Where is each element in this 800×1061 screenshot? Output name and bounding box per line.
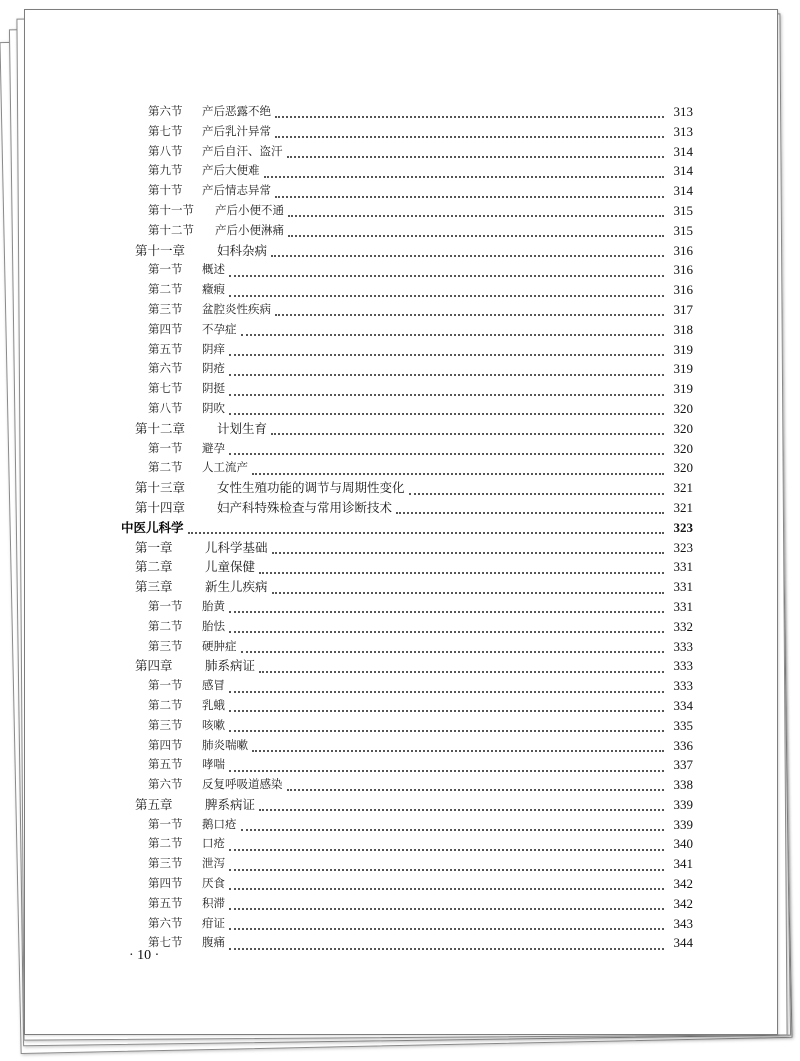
toc-entry-section [25, 221, 693, 241]
entry-number: 第十一章 [135, 242, 186, 258]
toc-entry-chapter [25, 538, 693, 558]
leader-dots [275, 195, 664, 198]
leader-dots [275, 313, 664, 316]
entry-page-number: 319 [673, 381, 693, 397]
entry-title: 产后小便淋痛 [215, 222, 284, 237]
leader-dots [229, 393, 664, 396]
entry-number: 第二节 [148, 282, 183, 297]
toc-entry-section [25, 775, 693, 795]
leader-dots [271, 432, 664, 435]
entry-number: 第一节 [148, 440, 183, 455]
entry-title: 厌食 [202, 876, 225, 891]
entry-number: 第六节 [148, 777, 183, 792]
toc-entry-section [25, 874, 693, 894]
toc-entry-section [25, 122, 693, 142]
leader-dots [396, 511, 664, 514]
entry-number: 第六节 [148, 104, 183, 118]
toc-entry-section [25, 260, 693, 280]
entry-page-number: 323 [673, 539, 693, 555]
entry-title: 积滞 [202, 895, 225, 910]
toc-entry-section [25, 359, 693, 379]
entry-title: 中医儿科学 [121, 519, 184, 535]
leader-dots [409, 492, 664, 495]
entry-page-number: 320 [673, 420, 693, 436]
leader-dots [241, 828, 665, 831]
entry-number: 第六节 [148, 915, 183, 930]
entry-number: 第二节 [148, 618, 183, 633]
leader-dots [229, 452, 664, 455]
entry-number: 第三节 [148, 301, 183, 316]
entry-number: 第一节 [148, 598, 183, 613]
entry-title: 阴挺 [202, 381, 225, 396]
toc-entry-section [25, 914, 693, 934]
entry-title: 腹痛 [202, 935, 225, 950]
entry-title: 乳蛾 [202, 697, 225, 712]
entry-page-number: 323 [673, 519, 693, 535]
toc-entry-section [25, 280, 693, 300]
entry-number: 第三章 [135, 579, 173, 595]
entry-page-number: 316 [673, 262, 693, 278]
toc-entry-section [25, 142, 693, 162]
toc-entry-section [25, 637, 693, 657]
entry-title: 肺炎喘嗽 [202, 737, 248, 752]
toc-entry-section [25, 597, 693, 617]
entry-title: 产后情志异常 [202, 183, 271, 198]
entry-page-number: 320 [673, 460, 693, 476]
leader-dots [229, 769, 664, 772]
entry-title: 女性生殖功能的调节与周期性变化 [217, 480, 405, 496]
entry-title: 产后恶露不绝 [202, 104, 271, 118]
toc-entry-section [25, 933, 693, 953]
entry-number: 第十四章 [135, 499, 186, 515]
leader-dots [229, 947, 664, 950]
toc-entry-section [25, 439, 693, 459]
entry-number: 第八节 [148, 400, 183, 415]
leader-dots [229, 412, 664, 415]
entry-page-number: 333 [673, 678, 693, 694]
toc-entry-section [25, 458, 693, 478]
entry-page-number: 320 [673, 440, 693, 456]
toc-entry-section [25, 716, 693, 736]
leader-dots [259, 571, 664, 574]
entry-title: 儿童保健 [205, 559, 256, 575]
entry-number: 第九节 [148, 163, 183, 178]
entry-number: 第四章 [135, 658, 173, 674]
entry-title: 癥瘕 [202, 282, 225, 297]
entry-page-number: 331 [673, 598, 693, 614]
toc-entry-section [25, 300, 693, 320]
leader-dots [229, 353, 664, 356]
entry-title: 产后乳汁异常 [202, 123, 271, 138]
entry-page-number: 343 [673, 915, 693, 931]
toc-entry-chapter [25, 498, 693, 518]
entry-page-number: 317 [673, 301, 693, 317]
entry-page-number: 321 [673, 499, 693, 515]
entry-title: 胎怯 [202, 618, 225, 633]
entry-title: 人工流产 [202, 460, 248, 475]
toc-entry-section [25, 834, 693, 854]
entry-title: 感冒 [202, 678, 225, 693]
toc-entry-section [25, 320, 693, 340]
toc-entry-section [25, 340, 693, 360]
entry-number: 第十三章 [135, 480, 186, 496]
entry-title: 肺系病证 [205, 658, 256, 674]
entry-page-number: 314 [673, 183, 693, 199]
entry-page-number: 319 [673, 361, 693, 377]
entry-number: 第一节 [148, 678, 183, 693]
leader-dots [229, 927, 664, 930]
entry-page-number: 319 [673, 341, 693, 357]
leader-dots [272, 591, 664, 594]
leader-dots [275, 135, 664, 138]
leader-dots [287, 788, 665, 791]
leader-dots [188, 531, 664, 534]
toc-entry-section [25, 102, 693, 122]
entry-page-number: 339 [673, 796, 693, 812]
leader-dots [252, 472, 664, 475]
entry-page-number: 332 [673, 618, 693, 634]
entry-title: 泄泻 [202, 856, 225, 871]
entry-title: 产后大便难 [202, 163, 260, 178]
entry-page-number: 339 [673, 816, 693, 832]
entry-number: 第六节 [148, 361, 183, 376]
toc-entry-section [25, 736, 693, 756]
leader-dots [229, 848, 664, 851]
entry-title: 哮喘 [202, 757, 225, 772]
entry-number: 第五节 [148, 757, 183, 772]
entry-number: 第一节 [148, 262, 183, 277]
entry-page-number: 344 [673, 935, 693, 951]
leader-dots [252, 749, 664, 752]
entry-page-number: 321 [673, 480, 693, 496]
entry-number: 第二节 [148, 836, 183, 851]
table-of-contents [25, 102, 777, 953]
entry-page-number: 333 [673, 658, 693, 674]
leader-dots [229, 294, 664, 297]
leader-dots [287, 155, 665, 158]
leader-dots [241, 333, 665, 336]
entry-number: 第七节 [148, 123, 183, 138]
toc-entry-section [25, 815, 693, 835]
entry-title: 脾系病证 [205, 796, 256, 812]
entry-title: 鹅口疮 [202, 816, 237, 831]
leader-dots [229, 274, 664, 277]
toc-entry-section [25, 379, 693, 399]
entry-title: 阴吹 [202, 400, 225, 415]
entry-page-number: 316 [673, 242, 693, 258]
entry-page-number: 331 [673, 579, 693, 595]
entry-title: 胎黄 [202, 598, 225, 613]
toc-entry-section [25, 676, 693, 696]
entry-title: 儿科学基础 [205, 539, 268, 555]
toc-entry-chapter [25, 241, 693, 261]
entry-number: 第五节 [148, 341, 183, 356]
toc-entry-section [25, 181, 693, 201]
toc-entry-chapter [25, 478, 693, 498]
entry-title: 妇产科特殊检查与常用诊断技术 [217, 499, 393, 515]
leader-dots [275, 115, 664, 118]
toc-entry-chapter [25, 557, 693, 577]
entry-number: 第五节 [148, 895, 183, 910]
leader-dots [264, 175, 665, 178]
entry-title: 阴痒 [202, 341, 225, 356]
toc-entry-section [25, 201, 693, 221]
toc-entry-section [25, 854, 693, 874]
entry-number: 第十二章 [135, 420, 186, 436]
entry-page-number: 337 [673, 757, 693, 773]
leader-dots [229, 868, 664, 871]
leader-dots [288, 214, 664, 217]
leader-dots [241, 650, 665, 653]
leader-dots [229, 729, 664, 732]
entry-page-number: 335 [673, 717, 693, 733]
entry-number: 第五章 [135, 796, 173, 812]
leader-dots [259, 808, 664, 811]
entry-number: 第一章 [135, 539, 173, 555]
entry-page-number: 313 [673, 123, 693, 139]
leader-dots [259, 670, 664, 673]
entry-number: 第三节 [148, 856, 183, 871]
entry-title: 疳证 [202, 915, 225, 930]
leader-dots [229, 709, 664, 712]
entry-number: 第二章 [135, 559, 173, 575]
leader-dots [271, 254, 664, 257]
entry-page-number: 334 [673, 697, 693, 713]
entry-title: 硬肿症 [202, 638, 237, 653]
entry-title: 产后自汗、盗汗 [202, 143, 283, 158]
toc-entry-part [25, 518, 693, 538]
entry-number: 第八节 [148, 143, 183, 158]
leader-dots [229, 690, 664, 693]
entry-number: 第一节 [148, 816, 183, 831]
entry-title: 反复呼吸道感染 [202, 777, 283, 792]
entry-title: 计划生育 [217, 420, 268, 436]
entry-title: 妇科杂病 [217, 242, 268, 258]
entry-page-number: 342 [673, 895, 693, 911]
entry-number: 第四节 [148, 876, 183, 891]
leader-dots [229, 887, 664, 890]
toc-entry-chapter [25, 656, 693, 676]
entry-number: 第十二节 [148, 222, 194, 237]
entry-page-number: 313 [673, 104, 693, 119]
entry-title: 不孕症 [202, 321, 237, 336]
entry-number: 第四节 [148, 321, 183, 336]
entry-page-number: 341 [673, 856, 693, 872]
entry-page-number: 318 [673, 321, 693, 337]
entry-number: 第二节 [148, 697, 183, 712]
entry-title: 概述 [202, 262, 225, 277]
toc-entry-chapter [25, 577, 693, 597]
entry-number: 第十节 [148, 183, 183, 198]
entry-page-number: 315 [673, 202, 693, 218]
entry-page-number: 340 [673, 836, 693, 852]
page-number: · 10 · [129, 948, 160, 963]
toc-entry-section [25, 617, 693, 637]
entry-title: 产后小便不通 [215, 202, 284, 217]
toc-entry-section [25, 894, 693, 914]
entry-page-number: 315 [673, 222, 693, 238]
entry-page-number: 320 [673, 400, 693, 416]
entry-title: 避孕 [202, 440, 225, 455]
entry-page-number: 342 [673, 876, 693, 892]
entry-number: 第七节 [148, 381, 183, 396]
toc-entry-section [25, 161, 693, 181]
leader-dots [288, 234, 664, 237]
toc-entry-section [25, 696, 693, 716]
entry-title: 盆腔炎性疾病 [202, 301, 271, 316]
leader-dots [272, 551, 664, 554]
leader-dots [229, 630, 664, 633]
entry-page-number: 336 [673, 737, 693, 753]
toc-entry-section [25, 755, 693, 775]
entry-page-number: 314 [673, 163, 693, 179]
entry-page-number: 333 [673, 638, 693, 654]
entry-number: 第二节 [148, 460, 183, 475]
entry-number: 第四节 [148, 737, 183, 752]
entry-page-number: 331 [673, 559, 693, 575]
leader-dots [229, 907, 664, 910]
entry-number: 第七节 [148, 935, 183, 950]
toc-entry-chapter [25, 419, 693, 439]
entry-number: 第三节 [148, 717, 183, 732]
entry-number: 第十一节 [148, 202, 194, 217]
entry-page-number: 316 [673, 282, 693, 298]
entry-number: 第三节 [148, 638, 183, 653]
leader-dots [229, 373, 664, 376]
entry-page-number: 338 [673, 777, 693, 793]
entry-title: 咳嗽 [202, 717, 225, 732]
entry-page-number: 314 [673, 143, 693, 159]
entry-title: 新生儿疾病 [205, 579, 268, 595]
toc-entry-section [25, 399, 693, 419]
entry-title: 阴疮 [202, 361, 225, 376]
leader-dots [229, 610, 664, 613]
toc-page [24, 9, 778, 1035]
entry-title: 口疮 [202, 836, 225, 851]
toc-entry-chapter [25, 795, 693, 815]
